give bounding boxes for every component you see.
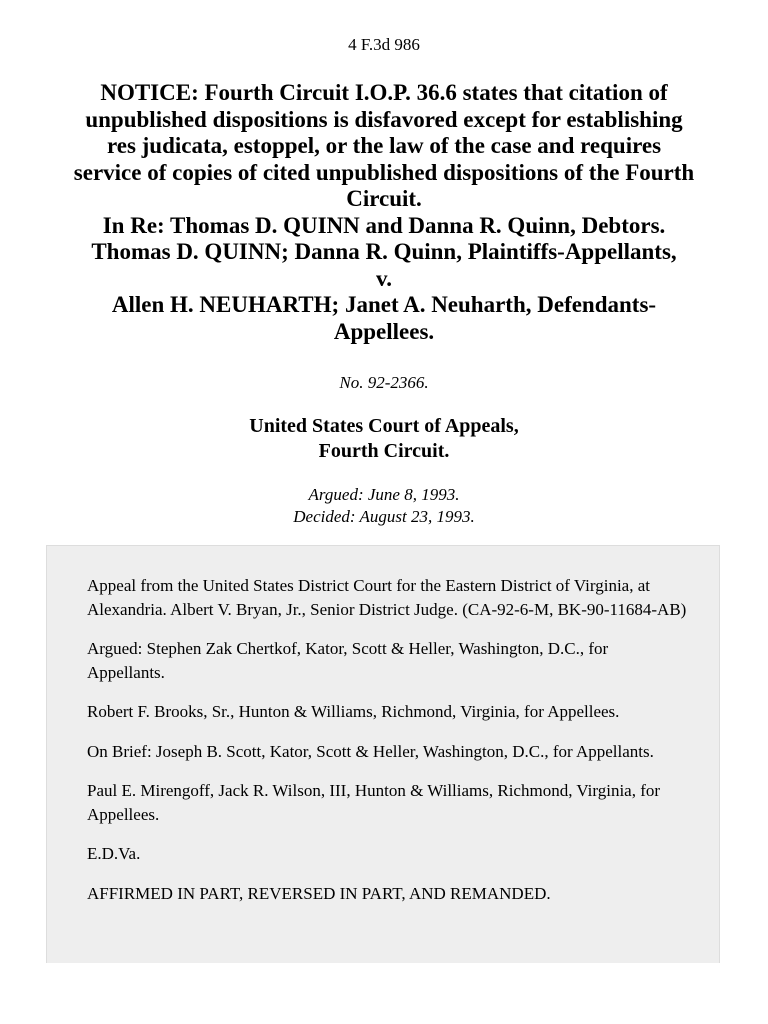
in-re-line: In Re: Thomas D. QUINN and Danna R. Quinn, Debtors.	[102, 212, 666, 238]
versus-line: v.	[376, 265, 392, 291]
case-summary-box	[46, 545, 720, 963]
citation: 4 F.3d 986	[348, 35, 420, 54]
notice-line: res judicata, estoppel, or the law of the case and requires	[106, 133, 662, 158]
counsel-paragraph: Argued: Stephen Zak Chertkof, Kator, Scott & Heller, Washington, D.C., for Appellants.	[87, 639, 609, 682]
notice-line: Circuit.	[346, 186, 422, 211]
counsel-paragraph: Robert F. Brooks, Sr., Hunton & Williams, Richmond, Virginia, for Appellees.	[87, 702, 620, 721]
court-name	[0, 414, 768, 464]
appellants-line: Thomas D. QUINN; Danna R. Quinn, Plaintiffs-Appellants,	[91, 239, 677, 264]
counsel-paragraph: Paul E. Mirengoff, Jack R. Wilson, III, Hunton & Williams, Richmond, Virginia, for Appellees.	[87, 781, 661, 824]
case-title	[40, 80, 728, 345]
court-line: Fourth Circuit.	[318, 440, 450, 462]
argued-date: Argued: June 8, 1993.	[308, 485, 460, 504]
district-paragraph: E.D.Va.	[87, 844, 141, 863]
case-summary	[87, 574, 687, 921]
notice-line: unpublished dispositions is disfavored except for establishing	[85, 106, 683, 132]
appellees-line: Allen H. NEUHARTH; Janet A. Neuharth, Defendants-	[111, 292, 657, 317]
decided-date: Decided: August 23, 1993.	[293, 507, 475, 526]
docket-number: No. 92-2366.	[339, 373, 429, 392]
case-dates	[0, 484, 768, 528]
appellees-line: Appellees.	[333, 318, 435, 344]
appeal-from-paragraph: Appeal from the United States District Court for the Eastern District of Virginia, at Alexandria. Albert V. Bryan, Jr., Senior District Judge. (CA-92-6-M, BK-90-11684-AB)	[87, 576, 687, 619]
notice-line: service of copies of cited unpublished dispositions of the Fourth	[73, 159, 695, 185]
disposition-paragraph: AFFIRMED IN PART, REVERSED IN PART, AND REMANDED.	[87, 883, 551, 903]
counsel-paragraph: On Brief: Joseph B. Scott, Kator, Scott & Heller, Washington, D.C., for Appellants.	[87, 741, 654, 761]
court-line: United States Court of Appeals,	[249, 415, 519, 437]
notice-line: NOTICE: Fourth Circuit I.O.P. 36.6 states that citation of	[100, 80, 668, 105]
